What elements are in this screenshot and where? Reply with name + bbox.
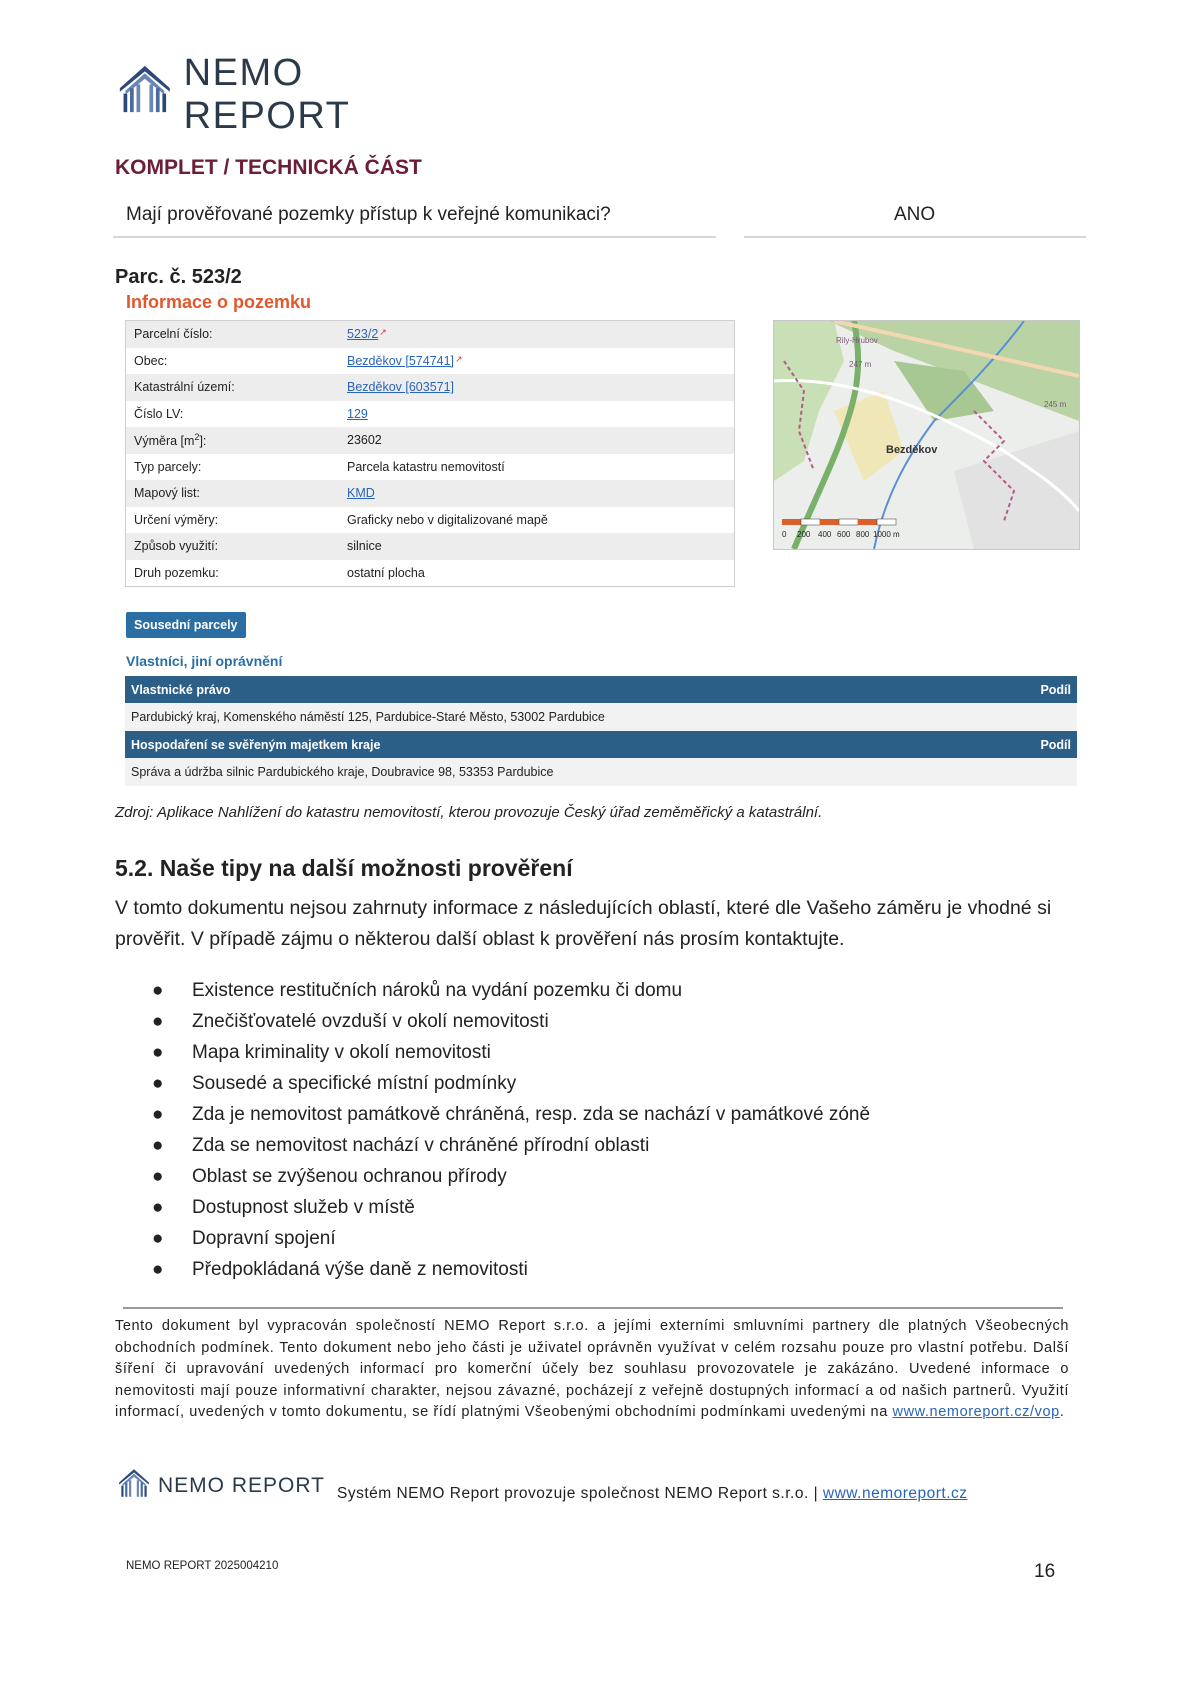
info-title: Informace o pozemku: [126, 292, 312, 312]
scale-label: 200: [797, 530, 811, 539]
parcel-heading: Parc. č. 523/2: [115, 266, 242, 288]
list-item: ● Mapa kriminality v okolí nemovitosti: [152, 1037, 1052, 1068]
map-sheet-link[interactable]: KMD: [347, 486, 375, 501]
parcel-map[interactable]: [773, 320, 1080, 550]
bullet-icon: ●: [152, 1228, 164, 1249]
row-label: Druh pozemku:: [134, 565, 219, 580]
bullet-icon: ●: [152, 1197, 164, 1218]
list-item: ● Oblast se zvýšenou ochranou přírody: [152, 1161, 1052, 1192]
table-row: [126, 560, 735, 587]
row-label: Mapový list:: [126, 480, 340, 507]
map-image: [774, 321, 1079, 549]
nemo-logo-icon: [118, 1468, 150, 1498]
bullet-icon: ●: [152, 1166, 164, 1187]
access-question: Mají prověřované pozemky přístup k veřejné komunikaci?: [126, 204, 611, 225]
scale-label: 0: [782, 530, 787, 539]
owners-header-row: [125, 676, 1077, 703]
footer-disclaimer: Tento dokument byl vypracován společností NEMO Report s.r.o. a jejími externími smluvními partnery dle platných Všeobecných obchodních podmínek. Tento dokument nebo jeho části je uživatel oprávněn využívat v celém rozsahu pouze pro vlastní potřebu. Další šíření či upravování uvedených informací pro komerční účely bez souhlasu provozovatele je zakázáno. Uvedené informace o nemovitosti mají pouze informativní charakter, nejsou závazné, pocházejí z veřejně dostupných informací a od našich partnerů. Využití informací, uvedených v tomto dokumentu, se řídí platnými Všeobenými obchodními podmínkami uvedenými na www.nemoreport.cz/vop.: [115, 1318, 1069, 1420]
ownership-type: Hospodaření se svěřeným majetkem kraje: [131, 737, 381, 752]
table-row: [126, 321, 735, 348]
row-value: silnice: [339, 533, 735, 560]
scale-label: 600: [837, 530, 851, 539]
list-item: ● Předpokládaná výše daně z nemovitosti: [152, 1254, 1052, 1285]
table-row: [126, 427, 735, 454]
bullet-icon: ●: [152, 1011, 164, 1032]
footer-logo-text: NEMO REPORT: [158, 1474, 325, 1497]
bullet-icon: ●: [152, 1104, 164, 1125]
system-operator-text: Systém NEMO Report provozuje společnost NEMO Report s.r.o. | www.nemoreport.cz: [337, 1485, 968, 1502]
list-item: ● Sousedé a specifické místní podmínky: [152, 1068, 1052, 1099]
row-label: Číslo LV:: [134, 406, 184, 421]
row-label: Způsob využití:: [126, 533, 340, 560]
owners-header-row: [125, 731, 1077, 758]
list-item: ● Znečišťovatelé ovzduší v okolí nemovitosti: [152, 1006, 1052, 1037]
row-label: Určení výměry:: [134, 512, 219, 527]
table-row: [126, 454, 735, 481]
table-row: [126, 401, 735, 428]
bullet-icon: ●: [152, 980, 164, 1001]
bullet-icon: ●: [152, 1259, 164, 1280]
row-value: Graficky nebo v digitalizované mapě: [347, 512, 548, 527]
row-label: Katastrální území:: [126, 374, 340, 401]
owners-table: [125, 676, 1077, 786]
list-item: ● Dopravní spojení: [152, 1223, 1052, 1254]
map-label-village: Bezděkov: [886, 444, 938, 456]
answer-rule: [744, 236, 1086, 238]
website-link[interactable]: www.nemoreport.cz: [822, 1485, 968, 1502]
municipality-link[interactable]: Bezděkov [574741]: [347, 353, 455, 368]
row-label: Obec:: [134, 353, 168, 368]
row-value: 23602: [339, 427, 735, 454]
bullet-icon: ●: [152, 1042, 164, 1063]
list-item: ● Zda je nemovitost památkově chráněná, resp. zda se nachází v památkové zóně: [152, 1099, 1052, 1130]
tips-intro: V tomto dokumentu nejsou zahrnuty informace z následujících oblastí, které dle Vašeho záměru je vhodné si prověřit. V případě zájmu o některou další oblast k prověření nás prosím kontaktujte.: [115, 897, 1052, 950]
row-value: [339, 480, 735, 507]
tips-heading: 5.2. Naše tipy na další možnosti prověření: [115, 855, 573, 881]
external-link-icon[interactable]: ↗: [455, 353, 463, 364]
tips-list: [152, 975, 1052, 1285]
access-answer: ANO: [894, 204, 936, 225]
owners-title: Vlastníci, jiní oprávnění: [126, 653, 283, 669]
map-label-alt1: 247 m: [849, 360, 872, 369]
scale-label: 800: [856, 530, 870, 539]
list-item: ● Dostupnost služeb v místě: [152, 1192, 1052, 1223]
table-row: [126, 480, 735, 507]
lv-number-link[interactable]: 129: [347, 406, 368, 421]
footer-logo: [118, 1468, 325, 1498]
row-value: ostatní plocha: [347, 565, 425, 580]
neighbouring-parcels-button[interactable]: Sousední parcely: [126, 612, 246, 638]
list-item: ● Existence restitučních nároků na vydání pozemku či domu: [152, 975, 1052, 1006]
list-item: ● Zda se nemovitost nachází v chráněné přírodní oblasti: [152, 1130, 1052, 1161]
row-value: [339, 401, 735, 428]
row-label: Výměra $[m^2]$:: [126, 427, 340, 454]
section-title: KOMPLET / TECHNICKÁ ČÁST: [115, 156, 422, 179]
share-label: Podíl: [1040, 682, 1071, 697]
row-value: [339, 321, 735, 348]
vop-link[interactable]: www.nemoreport.cz/vop: [892, 1404, 1060, 1420]
owner-row: Správa a údržba silnic Pardubického kraje, Doubravice 98, 53353 Pardubice: [125, 758, 1077, 786]
parcel-number-link[interactable]: 523/2: [347, 327, 379, 342]
page-number: 16: [1034, 1561, 1056, 1582]
header-logo: [118, 52, 460, 137]
table-row: [126, 533, 735, 560]
scale-label: 400: [818, 530, 832, 539]
map-label-top: Rily-Hrubov: [836, 336, 878, 345]
external-link-icon[interactable]: ↗: [379, 327, 387, 338]
question-rule: [113, 236, 716, 238]
ownership-type: Vlastnické právo: [131, 682, 231, 697]
footer-rule: [123, 1307, 1063, 1309]
table-row: [126, 348, 735, 375]
map-label-alt2: 245 m: [1044, 400, 1067, 409]
share-label: Podíl: [1040, 737, 1071, 752]
document-id: NEMO REPORT 2025004210: [126, 1560, 279, 1572]
bullet-icon: ●: [152, 1135, 164, 1156]
row-value: [339, 374, 735, 401]
bullet-icon: ●: [152, 1073, 164, 1094]
source-caption: Zdroj: Aplikace Nahlížení do katastru nemovitostí, kterou provozuje Český úřad zeměměřický a katastrální.: [115, 804, 823, 821]
row-label: Parcelní číslo:: [126, 321, 340, 348]
cadastral-area-link[interactable]: Bezděkov [603571]: [347, 380, 455, 395]
owner-row: Pardubický kraj, Komenského náměstí 125, Pardubice-Staré Město, 53002 Pardubice: [125, 703, 1077, 731]
table-row: [126, 374, 735, 401]
scale-label: 1000 m: [873, 530, 900, 539]
row-label: Typ parcely:: [134, 459, 202, 474]
nemo-logo-icon: [118, 62, 172, 116]
parcel-info-table: [125, 320, 735, 587]
row-value: Parcela katastru nemovitostí: [347, 459, 505, 474]
row-value: [339, 348, 735, 375]
table-row: [126, 507, 735, 534]
header-logo-text: NEMO REPORT: [183, 52, 351, 137]
